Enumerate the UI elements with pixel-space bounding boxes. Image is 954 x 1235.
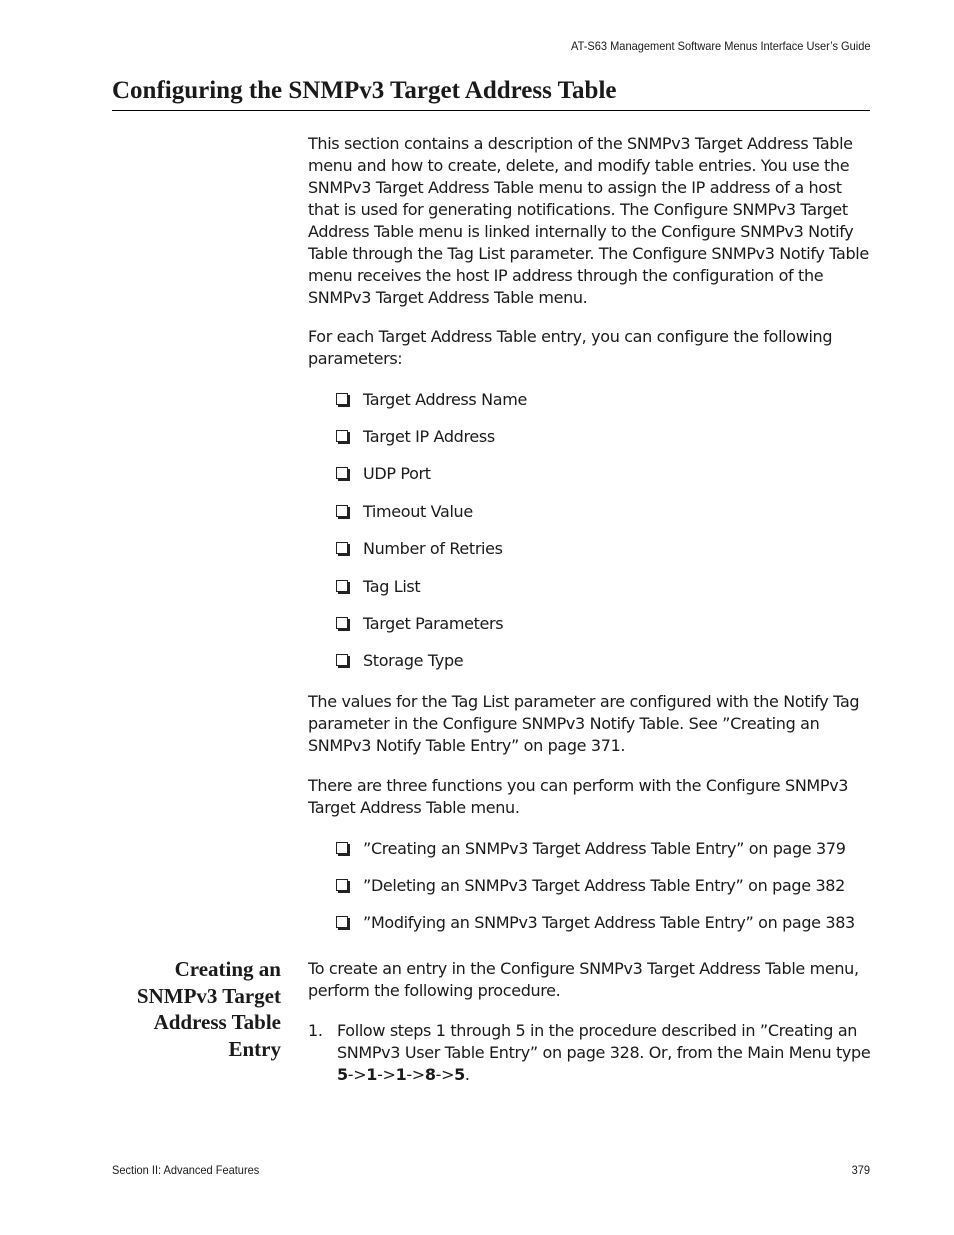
- parameter-label: Target Parameters: [363, 614, 504, 633]
- function-link-text[interactable]: ”Modifying an SNMPv3 Target Address Table Entry” on page 383: [363, 913, 855, 932]
- parameter-item: [336, 576, 420, 598]
- subsection-heading-line: Entry: [228, 1036, 281, 1061]
- parameter-label: Number of Retries: [363, 539, 503, 558]
- step-body: Follow steps 1 through 5 in the procedure described in ”Creating an SNMPv3 User Table Entry” on page 328. Or, from the Main Menu type: [337, 1021, 871, 1062]
- subsection-heading: [112, 956, 281, 1062]
- parameter-label: Target Address Name: [363, 390, 527, 409]
- section-title: Configuring the SNMPv3 Target Address Table: [112, 77, 870, 111]
- parameter-label: Storage Type: [363, 651, 464, 670]
- parameter-item: [336, 501, 473, 523]
- menu-key: 1: [366, 1065, 378, 1084]
- page-number: 379: [851, 1163, 870, 1177]
- menu-arrow: ->: [347, 1065, 367, 1084]
- menu-key: 5: [337, 1065, 348, 1084]
- menu-key: 1: [395, 1065, 407, 1084]
- parameter-item: [336, 538, 503, 560]
- parameter-item: [336, 650, 463, 672]
- checkbox-bullet-icon: [336, 505, 348, 517]
- menu-arrow: ->: [377, 1065, 396, 1084]
- function-link-item[interactable]: [336, 912, 855, 934]
- function-link-text[interactable]: ”Creating an SNMPv3 Target Address Table Entry” on page 379: [363, 839, 846, 858]
- checkbox-bullet-icon: [336, 879, 348, 891]
- parameter-item: [336, 613, 503, 635]
- procedure-intro-paragraph: To create an entry in the Configure SNMPv3 Target Address Table menu, perform the following procedure.: [308, 959, 859, 1000]
- step-end: .: [464, 1065, 470, 1084]
- checkbox-bullet-icon: [336, 617, 348, 629]
- menu-key: 8: [424, 1065, 436, 1084]
- menu-arrow: ->: [435, 1065, 455, 1084]
- checkbox-bullet-icon: [336, 542, 348, 554]
- checkbox-bullet-icon: [336, 467, 348, 479]
- step-text: [337, 1020, 871, 1086]
- parameter-label: Target IP Address: [363, 427, 495, 446]
- footer-section-label: Section II: Advanced Features: [112, 1163, 260, 1177]
- menu-arrow: ->: [406, 1065, 425, 1084]
- parameter-label: UDP Port: [363, 464, 431, 483]
- step-number: 1.: [308, 1021, 323, 1040]
- functions-intro-paragraph: There are three functions you can perform with the Configure SNMPv3 Target Address Table menu.: [308, 776, 849, 817]
- checkbox-bullet-icon: [336, 430, 348, 442]
- tag-list-paragraph: The values for the Tag List parameter are configured with the Notify Tag parameter in the Configure SNMPv3 Notify Table. See ”Creating an SNMPv3 Notify Table Entry” on page 371.: [308, 692, 860, 755]
- function-link-item[interactable]: [336, 838, 846, 860]
- running-header: AT-S63 Management Software Menus Interface User’s Guide: [570, 39, 870, 53]
- function-link-item[interactable]: [336, 875, 845, 897]
- checkbox-bullet-icon: [336, 654, 348, 666]
- subsection-heading-line: Creating an: [174, 957, 281, 981]
- checkbox-bullet-icon: [336, 580, 348, 592]
- parameter-item: [336, 426, 495, 448]
- subsection-heading-line: SNMPv3 Target: [136, 983, 281, 1008]
- parameter-label: Timeout Value: [363, 502, 473, 521]
- menu-key: 5: [454, 1065, 465, 1084]
- function-link-text[interactable]: ”Deleting an SNMPv3 Target Address Table Entry” on page 382: [363, 876, 845, 895]
- parameter-label: Tag List: [363, 577, 421, 596]
- subsection-heading-line: Address Table: [153, 1010, 281, 1034]
- checkbox-bullet-icon: [336, 393, 348, 405]
- checkbox-bullet-icon: [336, 842, 348, 854]
- parameter-item: [336, 463, 431, 485]
- intro-paragraph: This section contains a description of the SNMPv3 Target Address Table menu and how to create, delete, and modify table entries. You use the SNMPv3 Target Address Table menu to assign the IP address of a host that is used for generating notifications. The Configure SNMPv3 Target Address Table menu is linked internally to the Configure SNMPv3 Notify Table through the Tag List parameter. The Configure SNMPv3 Notify Table menu receives the host IP address through the configuration of the SNMPv3 Target Address Table menu.: [308, 134, 869, 307]
- checkbox-bullet-icon: [336, 916, 348, 928]
- parameter-item: [336, 389, 527, 411]
- parameters-intro-paragraph: For each Target Address Table entry, you can configure the following parameters:: [308, 327, 833, 368]
